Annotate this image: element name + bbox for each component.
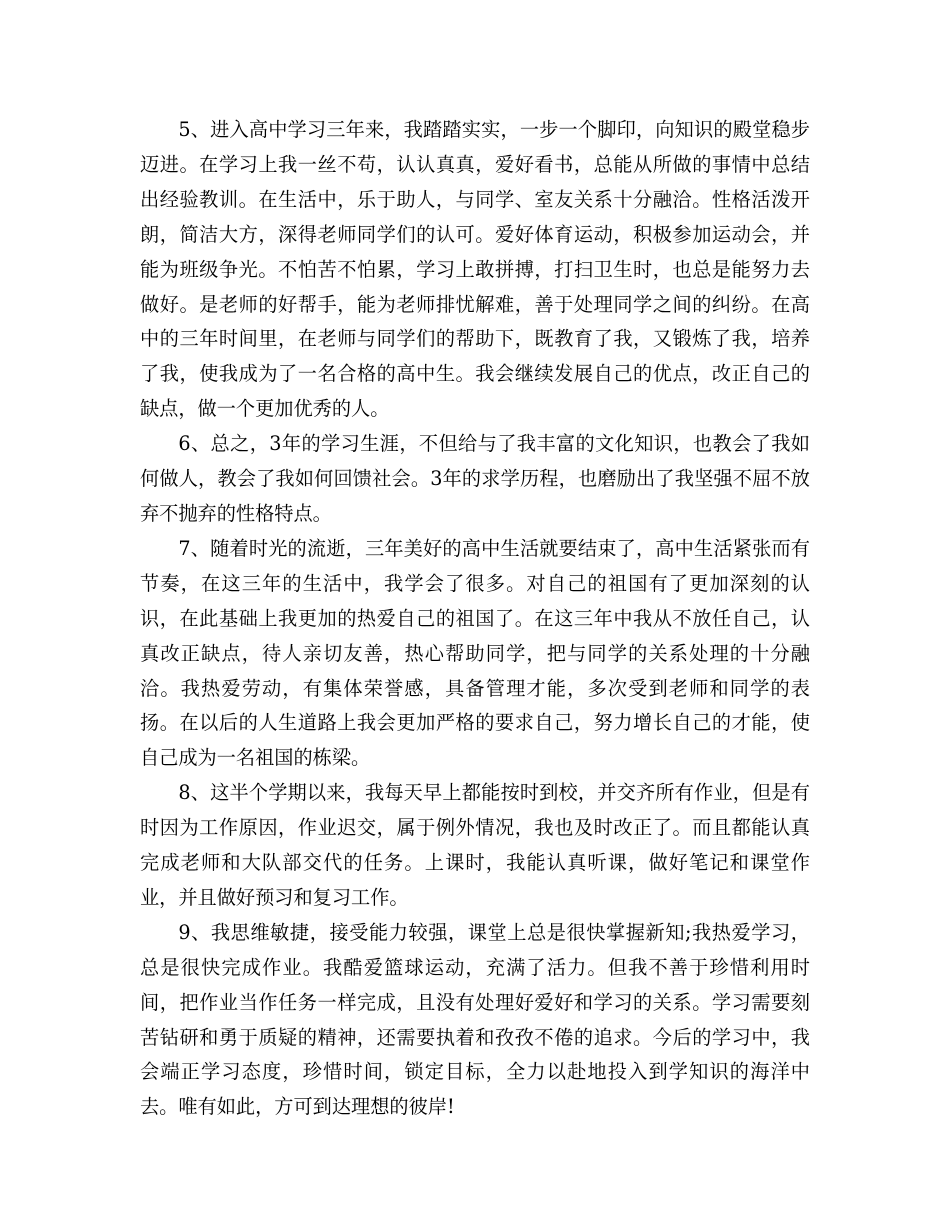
document-body — [140, 113, 810, 1125]
paragraph-5: 5、进入高中学习三年来，我踏踏实实，一步一个脚印，向知识的殿堂稳步迈进。在学习上我一丝不苟，认认真真，爱好看书，总能从所做的事情中总结出经验教训。在生活中，乐于助人，与同学、室友关系十分融洽。性格活泼开朗，简洁大方，深得老师同学们的认可。爱好体育运动，积极参加运动会，并能为班级争光。不怕苦不怕累，学习上敢拼搏，打扫卫生时，也总是能努力去做好。是老师的好帮手，能为老师排忧解难，善于处理同学之间的纠纷。在高中的三年时间里，在老师与同学们的帮助下，既教育了我，又锻炼了我，培养了我，使我成为了一名合格的高中生。我会继续发展自己的优点，改正自己的缺点，做一个更加优秀的人。 — [140, 118, 810, 421]
paragraph-8: 8、这半个学期以来，我每天早上都能按时到校，并交齐所有作业，但是有时因为工作原因，作业迟交，属于例外情况，我也及时改正了。而且都能认真完成老师和大队部交代的任务。上课时，我能认真听课，做好笔记和课堂作业，并且做好预习和复习工作。 — [140, 781, 810, 909]
paragraph-6: 6、总之，3年的学习生涯，不但给与了我丰富的文化知识，也教会了我如何做人，教会了我如何回馈社会。3年的求学历程，也磨励出了我坚强不屈不放弃不抛弃的性格特点。 — [140, 432, 810, 525]
paragraph-7: 7、随着时光的流逝，三年美好的高中生活就要结束了，高中生活紧张而有节奏，在这三年的生活中，我学会了很多。对自己的祖国有了更加深刻的认识，在此基础上我更加的热爱自己的祖国了。在这三年中我从不放任自己，认真改正缺点，待人亲切友善，热心帮助同学，把与同学的关系处理的十分融洽。我热爱劳动，有集体荣誉感，具备管理才能，多次受到老师和同学的表扬。在以后的人生道路上我会更加严格的要求自己，努力增长自己的才能，使自己成为一名祖国的栋梁。 — [140, 536, 810, 770]
paragraph-9: 9、我思维敏捷，接受能力较强，课堂上总是很快掌握新知;我热爱学习，总是很快完成作业。我酷爱篮球运动，充满了活力。但我不善于珍惜利用时间，把作业当作任务一样完成，且没有处理好爱好和学习的关系。学习需要刻苦钻研和勇于质疑的精神，还需要执着和孜孜不倦的追求。今后的学习中，我会端正学习态度，珍惜时间，锁定目标，全力以赴地投入到学知识的海洋中去。唯有如此，方可到达理想的彼岸! — [140, 920, 810, 1119]
